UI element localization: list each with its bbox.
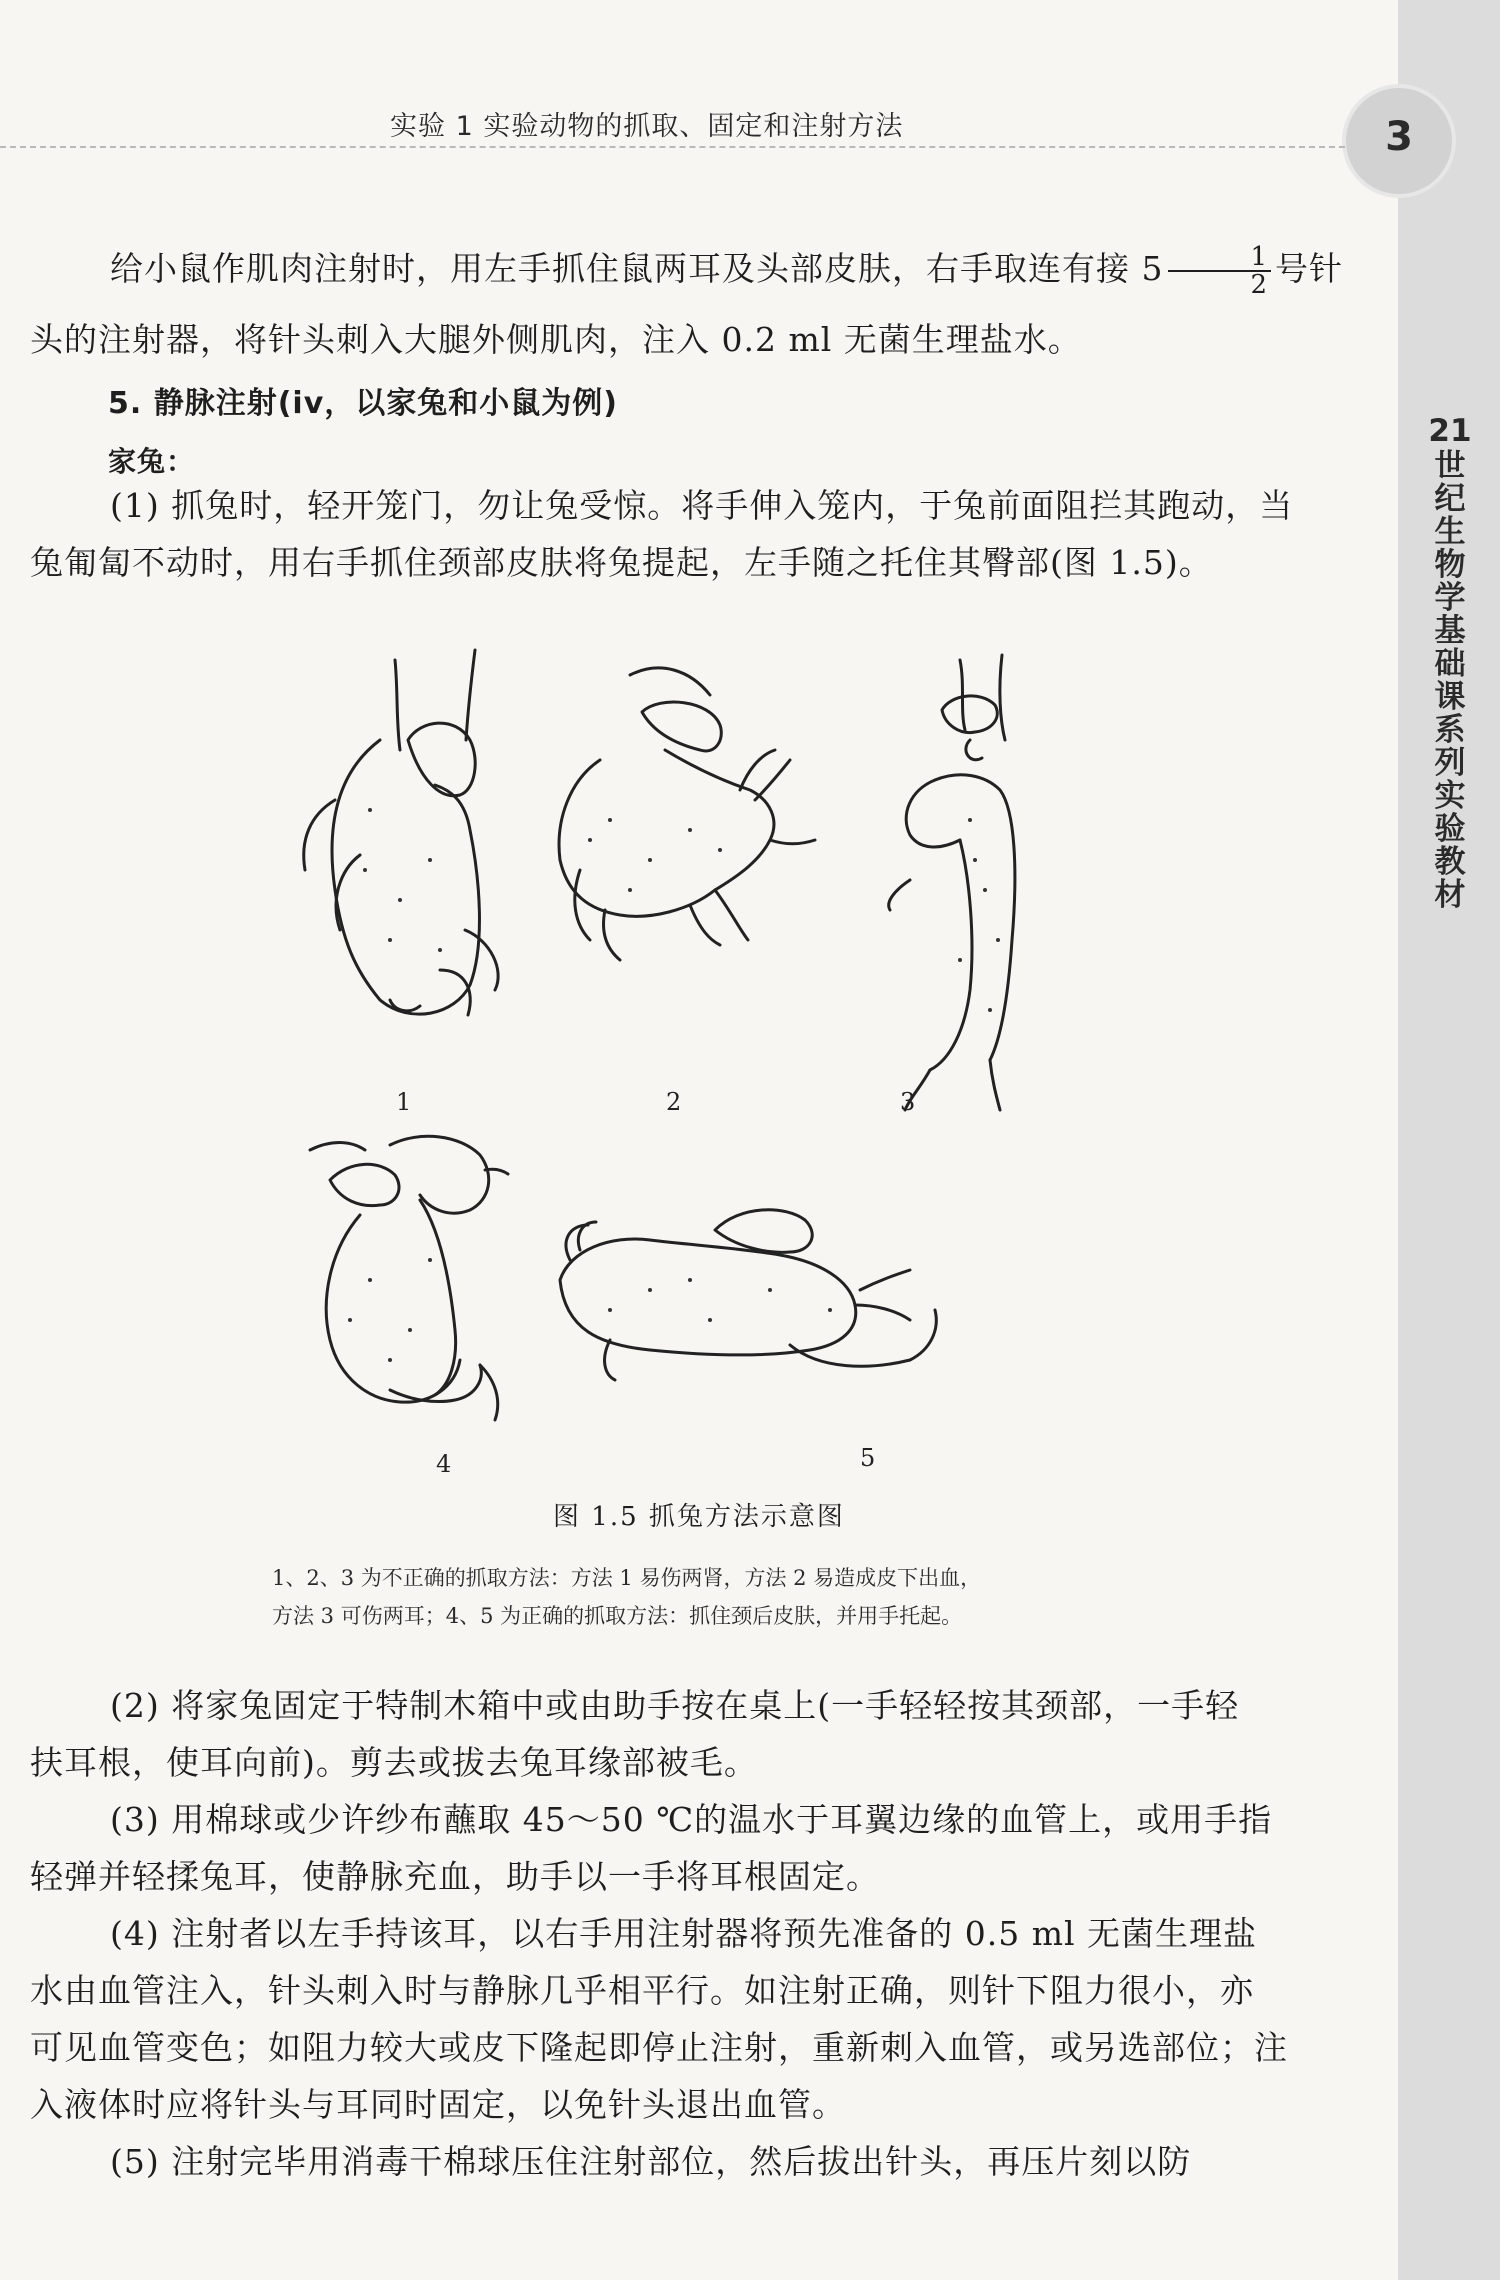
series-title-char: 学: [1434, 580, 1466, 616]
rabbit-illustration-4: [310, 1136, 508, 1420]
series-title-number: 21: [1428, 413, 1472, 449]
step5-line1: (5) 注射完毕用消毒干棉球压住注射部位，然后拔出针头，再压片刻以防: [110, 2142, 1192, 2181]
fraction: [1168, 244, 1272, 298]
rabbit-illustration-1: [304, 650, 498, 1015]
figure-note-line2: 方法 3 可伤两耳；4、5 为正确的抓取方法：抓住颈后皮肤，并用手托起。: [272, 1604, 963, 1628]
rabbit-illustration-5: [560, 1210, 936, 1380]
series-title-char: 列: [1434, 745, 1466, 781]
series-title-char: 教: [1434, 844, 1466, 880]
series-title-char: 课: [1434, 679, 1466, 715]
series-title-char: 实: [1434, 778, 1466, 814]
series-title-char: 物: [1434, 547, 1466, 583]
page-number-badge: [1346, 88, 1452, 194]
figure-rabbit-handling: [270, 640, 1170, 1490]
sub-heading: 家兔：: [108, 445, 196, 478]
figure-label-5: 5: [860, 1444, 876, 1472]
figure-caption: 图 1.5 抓兔方法示意图: [553, 1502, 845, 1532]
series-title-char: 纪: [1434, 481, 1466, 517]
figure-label-3: 3: [900, 1088, 916, 1116]
step4-line3: 可见血管变色；如阻力较大或皮下隆起即停止注射，重新刺入血管，或另选部位；注: [30, 2028, 1288, 2067]
side-strip: [1398, 0, 1500, 2280]
figure-label-2: 2: [666, 1088, 682, 1116]
rabbit-illustrations: [270, 640, 1170, 1490]
fraction-numerator: 1: [1168, 244, 1272, 272]
running-head: 实验 1 实验动物的抓取、固定和注射方法: [390, 111, 904, 142]
header-rule: [0, 146, 1345, 148]
figure-label-1: 1: [396, 1088, 412, 1116]
step4-line1: (4) 注射者以左手持该耳，以右手用注射器将预先准备的 0.5 ml 无菌生理盐: [110, 1914, 1258, 1953]
figure-note-line1: 1、2、3 为不正确的抓取方法：方法 1 易伤两肾，方法 2 易造成皮下出血，: [272, 1566, 982, 1590]
text-fragment: 给小鼠作肌肉注射时，用左手抓住鼠两耳及头部皮肤，右手取连有接 5: [110, 249, 1164, 288]
step4-line4: 入液体时应将针头与耳同时固定，以免针头退出血管。: [30, 2085, 846, 2124]
series-title-char: 验: [1434, 811, 1466, 847]
series-title: [1420, 415, 1480, 912]
series-title-char: 础: [1434, 646, 1466, 682]
step4-line2: 水由血管注入，针头刺入时与静脉几乎相平行。如注射正确，则针下阻力很小，亦: [30, 1971, 1254, 2010]
section-heading: 5. 静脉注射(iv，以家兔和小鼠为例): [108, 386, 618, 421]
series-title-char: 系: [1434, 712, 1466, 748]
series-title-char: 材: [1434, 877, 1466, 913]
paragraph-mouse-line2: 头的注射器，将针头刺入大腿外侧肌肉，注入 0.2 ml 无菌生理盐水。: [30, 320, 1082, 359]
paragraph-mouse-line1: [30, 244, 1370, 298]
series-title-char: 世: [1434, 448, 1466, 484]
step2-line2: 扶耳根，使耳向前)。剪去或拔去兔耳缘部被毛。: [30, 1743, 758, 1782]
fraction-denominator: 2: [1250, 270, 1269, 300]
step3-line2: 轻弹并轻揉兔耳，使静脉充血，助手以一手将耳根固定。: [30, 1857, 880, 1896]
figure-label-4: 4: [436, 1450, 452, 1478]
text-fragment: 号针: [1275, 249, 1344, 288]
step3-line1: (3) 用棉球或少许纱布蘸取 45～50 ℃的温水于耳翼边缘的血管上，或用手指: [110, 1800, 1273, 1839]
step2-line1: (2) 将家兔固定于特制木箱中或由助手按在桌上(一手轻轻按其颈部，一手轻: [110, 1686, 1240, 1725]
fur-stipple: [348, 808, 1000, 1362]
page-number: 3: [1385, 114, 1413, 160]
step1-line1: (1) 抓兔时，轻开笼门，勿让兔受惊。将手伸入笼内，于兔前面阻拦其跑动，当: [110, 486, 1294, 525]
series-title-char: 生: [1434, 514, 1466, 550]
rabbit-illustration-3: [889, 655, 1015, 1110]
series-title-char: 基: [1434, 613, 1466, 649]
step1-line2: 兔匍匐不动时，用右手抓住颈部皮肤将兔提起，左手随之托住其臀部(图 1.5)。: [30, 543, 1213, 582]
rabbit-illustration-2: [559, 668, 815, 960]
